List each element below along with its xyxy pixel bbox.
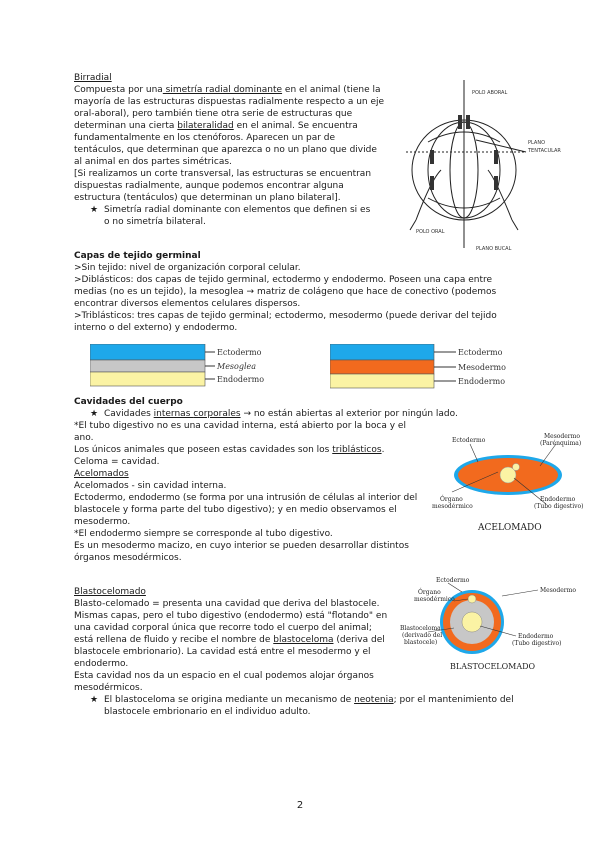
- polo-aboral-label: POLO ABORAL: [472, 90, 508, 96]
- acel-mesodermo-label: Mesodermo: [544, 433, 580, 440]
- birradial-line: determinan una cierta bilateralidad en el animal. Se encuentra: [74, 121, 358, 131]
- blasto-line: blastocele embrionario). La cavidad está entre el mesodermo y el: [74, 647, 371, 657]
- blasto-blastoceloma-label: Blastoceloma: [400, 625, 441, 632]
- birradial-line: dispuestas radialmente, aunque podemos encontrar alguna: [74, 181, 344, 191]
- ectodermo-label: Ectodermo: [458, 348, 503, 357]
- star-bullet-icon: ★: [90, 695, 99, 705]
- plano-tentacular-label-2: TENTACULAR: [528, 148, 561, 154]
- acelomado-title: ACELOMADO: [478, 523, 542, 533]
- blasto-endodermo-label-2: (Tubo digestivo): [512, 640, 562, 647]
- mesodermo-label: Mesodermo: [458, 363, 506, 372]
- acel-mesodermo-label-2: (Parénquima): [540, 440, 582, 447]
- acelomados-line: Acelomados - sin cavidad interna.: [74, 481, 227, 491]
- birradial-line: estructura (tentáculos) que determinan un plano bilateral].: [74, 193, 341, 203]
- star-bullet-icon: ★: [90, 409, 99, 419]
- cavidades-heading: Cavidades del cuerpo: [74, 397, 183, 407]
- acelomados-line: *El endodermo siempre se corresponde al tubo digestivo.: [74, 529, 333, 539]
- birradial-heading: Birradial: [74, 73, 112, 83]
- ctenophore-figure: [406, 80, 576, 255]
- birradial-line: fundamentalmente en los ctenóforos. Aparecen un par de: [74, 133, 336, 143]
- blasto-line: está rellena de fluido y recibe el nombre de blastoceloma (deriva del: [74, 635, 385, 645]
- blasto-ectodermo-label: Ectodermo: [436, 577, 470, 584]
- birradial-section: [74, 72, 394, 228]
- blasto-line: una cavidad corporal única que recorre todo el cuerpo del animal;: [74, 623, 372, 633]
- blasto-line: Mismas capas, pero el tubo digestivo (endodermo) está "flotando" en: [74, 611, 388, 621]
- acelomados-line: blastocele y forma parte del tubo digestivo); y en medio observamos el: [74, 505, 397, 515]
- acelomados-line: mesodermo.: [74, 517, 131, 527]
- blasto-blastoceloma-label-3: blastocele): [404, 639, 438, 646]
- endodermo-label: Endodermo: [217, 375, 265, 384]
- endodermo-label: Endodermo: [458, 377, 506, 386]
- cavidades-section: [74, 396, 458, 564]
- diblastic-layers-diagram: [90, 344, 270, 388]
- acelomados-line: órganos mesodérmicos.: [74, 553, 182, 563]
- blasto-mesodermo-label: Mesodermo: [540, 587, 576, 594]
- blasto-line: mesodérmicos.: [74, 683, 143, 693]
- capas-line: interno o del externo) y endodermo.: [74, 323, 238, 333]
- cavidades-line: ano.: [74, 433, 94, 443]
- blasto-organo-label: Órgano: [418, 589, 441, 596]
- blastocelomado-title: BLASTOCELOMADO: [450, 662, 536, 671]
- acel-organo-label-2: mesodérmico: [432, 503, 473, 510]
- blasto-bullet-cont: blastocele embrionario en el individuo adulto.: [104, 707, 311, 717]
- blasto-line: endodermo.: [74, 659, 129, 669]
- acelomados-line: Es un mesodermo macizo, en cuyo interior se pueden desarrollar distintos: [74, 541, 409, 551]
- capas-line: >Sin tejido: nivel de organización corporal celular.: [74, 263, 301, 273]
- birradial-line: oral-aboral), pero también tiene otra serie de estructuras que: [74, 109, 353, 119]
- star-bullet-icon: ★: [90, 205, 99, 215]
- capas-heading: Capas de tejido germinal: [74, 251, 201, 261]
- acelomados-line: Ectodermo, endodermo (se forma por una intrusión de células al interior del: [74, 493, 418, 503]
- acel-endodermo-label-2: (Tubo digestivo): [534, 503, 584, 510]
- capas-line: encontrar diversos elementos celulares dispersos.: [74, 299, 301, 309]
- birradial-bullet: ★ Simetría radial dominante con elementos que definen si es: [90, 205, 371, 215]
- blasto-blastoceloma-label-2: (derivado del: [402, 632, 443, 639]
- cavidades-bullet: ★ Cavidades internas corporales → no están abiertas al exterior por ningún lado.: [90, 409, 458, 419]
- polo-oral-label: POLO ORAL: [416, 229, 445, 235]
- blasto-organo-label-2: mesodérmico: [414, 596, 455, 603]
- acelomado-figure: [428, 430, 588, 540]
- birradial-line: tentáculos, que determinan que aparezca o no un plano que divide: [74, 145, 377, 155]
- birradial-line: mayoría de las estructuras dispuestas radialmente respecto a un eje: [74, 97, 385, 107]
- blastocelomado-figure: [398, 574, 578, 674]
- cavidades-line: *El tubo digestivo no es una cavidad interna, está abierto por la boca y el: [74, 421, 406, 431]
- capas-line: >Triblásticos: tres capas de tejido germinal; ectodermo, mesodermo (puede derivar del tejido: [74, 311, 497, 321]
- blastocelomado-heading: Blastocelomado: [74, 587, 146, 597]
- capas-line: medias (no es un tejido), la mesoglea → matriz de colágeno que hace de conectivo (podemos: [74, 287, 497, 297]
- blasto-bullet: ★ El blastoceloma se origina mediante un mecanismo de neotenia; por el mantenimiento del: [90, 695, 514, 705]
- plano-tentacular-label: PLANO: [528, 140, 546, 146]
- birradial-bullet-cont: o no simetría bilateral.: [104, 217, 206, 227]
- cavidades-line: Los únicos animales que poseen estas cavidades son los triblásticos.: [74, 445, 385, 455]
- cavidades-line: Celoma = cavidad.: [74, 457, 160, 467]
- blasto-line: Blasto-celomado = presenta una cavidad que deriva del blastocele.: [74, 599, 380, 609]
- capas-line: >Diblásticos: dos capas de tejido germinal, ectodermo y endodermo. Poseen una capa entre: [74, 275, 493, 285]
- birradial-line: [Si realizamos un corte transversal, las estructuras se encuentran: [74, 169, 372, 179]
- triblastic-layers-diagram: [330, 344, 530, 390]
- acelomados-heading: Acelomados: [74, 469, 129, 479]
- acel-organo-label: Órgano: [440, 496, 463, 503]
- capas-section: [74, 250, 534, 334]
- page-number: 2: [296, 800, 304, 811]
- birradial-line: al animal en dos partes simétricas.: [74, 157, 232, 167]
- mesoglea-label: Mesoglea: [217, 362, 257, 371]
- ectodermo-label: Ectodermo: [217, 348, 262, 357]
- birradial-line: Compuesta por una simetría radial dominante en el animal (tiene la: [74, 85, 381, 95]
- plano-bucal-label: PLANO BUCAL: [476, 246, 512, 252]
- acel-ectodermo-label: Ectodermo: [452, 437, 486, 444]
- blasto-line: Esta cavidad nos da un espacio en el cual podemos alojar órganos: [74, 671, 374, 681]
- blasto-endodermo-label: Endodermo: [518, 633, 554, 640]
- acel-endodermo-label: Endodermo: [540, 496, 576, 503]
